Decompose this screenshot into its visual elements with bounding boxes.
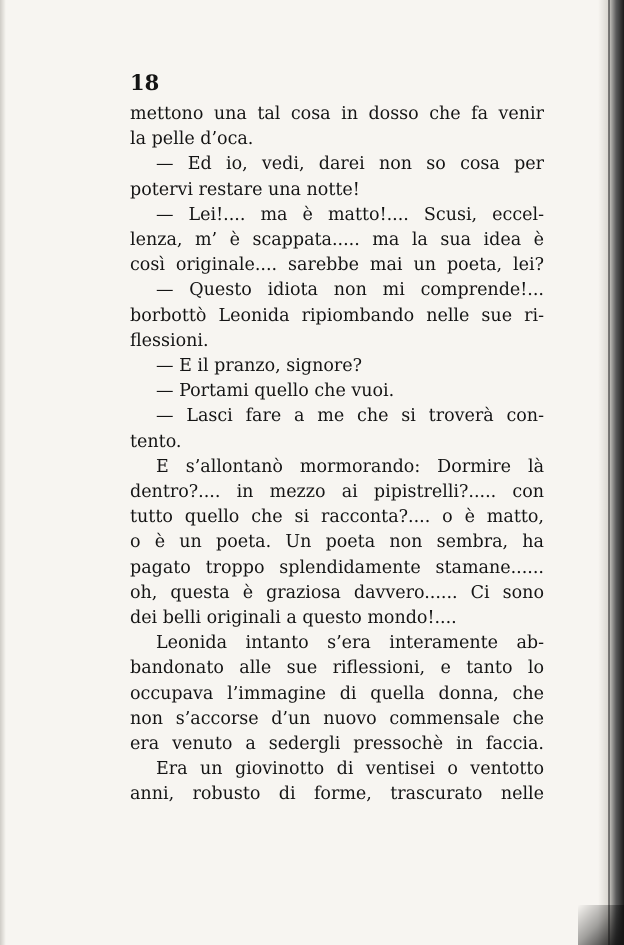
text-line: — Questo idiota non mi comprende!... <box>156 280 544 301</box>
text-line: — E il pranzo, signore? <box>156 356 363 377</box>
text-line: flessioni. <box>130 330 209 351</box>
text-line: bandonato alle sue riflessioni, e tanto lo <box>130 658 544 679</box>
text-line: così originale.... sarebbe mai un poeta, lei? <box>130 255 544 276</box>
text-line: E s’allontanò mormorando: Dormire là <box>156 456 544 477</box>
text-line: dei belli originali a questo mondo!.... <box>130 608 457 629</box>
page-right-edge-binding <box>598 0 624 945</box>
text-line: borbottò Leonida ripiombando nelle sue ri- <box>130 305 544 326</box>
text-line: tento. <box>130 431 182 452</box>
text-line: Leonida intanto s’era interamente ab- <box>156 633 544 654</box>
text-line: oh, questa è graziosa davvero...... Ci sono <box>130 582 544 603</box>
text-line: Era un giovinotto di ventisei o ventotto <box>156 759 544 780</box>
text-block <box>130 68 544 808</box>
text-line: anni, robusto di forme, trascurato nelle <box>130 784 544 805</box>
text-line: era venuto a sedergli pressochè in faccia. <box>130 734 544 755</box>
page-number: 18 <box>130 70 160 95</box>
text-line: mettono una tal cosa in dosso che fa venir <box>130 104 544 124</box>
text-line: la pelle d’oca. <box>130 129 254 150</box>
text-line: — Ed io, vedi, darei non so cosa per <box>156 154 544 175</box>
text-line: occupava l’immagine di quella donna, che <box>130 683 544 704</box>
page-left-edge <box>0 0 6 945</box>
text-line: non s’accorse d’un nuovo commensale che <box>130 708 544 729</box>
text-line: lenza, m’ è scappata..... ma la sua idea è <box>130 230 544 251</box>
text-line: pagato troppo splendidamente stamane...... <box>130 557 544 578</box>
text-line: — Lei!.... ma è matto!.... Scusi, eccel- <box>156 204 544 225</box>
text-line: — Lasci fare a me che si troverà con- <box>156 406 544 427</box>
text-lines <box>130 102 544 808</box>
text-line: o è un poeta. Un poeta non sembra, ha <box>130 532 544 553</box>
text-line: potervi restare una notte! <box>130 179 360 200</box>
binding-line <box>608 0 610 945</box>
text-line: tutto quello che si racconta?.... o è matto, <box>130 507 544 528</box>
corner-shadow <box>578 905 624 945</box>
text-line: — Portami quello che vuoi. <box>156 381 395 402</box>
text-line: dentro?.... in mezzo ai pipistrelli?..... con <box>130 482 544 503</box>
